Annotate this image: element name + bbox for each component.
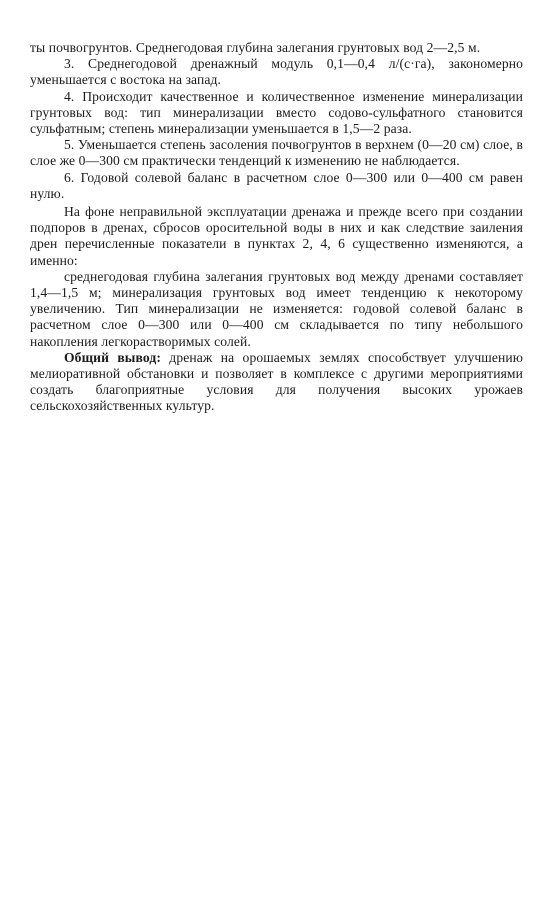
paragraph-conclusion xyxy=(30,350,523,415)
paragraph-item-5: 5. Уменьшается степень засоления почвогрунтов в верхнем (0—20 см) слое, в слое же 0—300 см практически тенденций к изменению не наблюдается. xyxy=(30,137,523,169)
paragraph-item-3: 3. Среднегодовой дренажный модуль 0,1—0,4 л/(с·га), закономерно уменьшается с востока на запад. xyxy=(30,56,523,88)
paragraph-item-6: 6. Годовой солевой баланс в расчетном слое 0—300 или 0—400 см равен нулю. xyxy=(30,169,523,201)
paragraph-changes: среднегодовая глубина залегания грунтовых вод между дренами составляет 1,4—1,5 м; минерализация грунтовых вод имеет тенденцию к некоторому увеличению. Тип минерализации не изменяется: годовой солевой баланс в расчетном слое 0—300 или 0—400 см складывается по типу небольшого накопления легкорастворимых солей. xyxy=(30,268,523,349)
paragraph-item-4: 4. Происходит качественное и количественное изменение минерализации грунтовых вод: тип минерализации вместо содово-сульфатного становится сульфатным; степень минерализации уменьшается в 1,5—2 раза. xyxy=(30,88,523,137)
paragraph-continuation: ты почвогрунтов. Среднегодовая глубина залегания грунтовых вод 2—2,5 м. xyxy=(30,40,481,55)
body-text xyxy=(30,40,523,415)
paragraph-improper-operation: На фоне неправильной эксплуатации дренажа и прежде всего при создании подпоров в дренах, сбросов оросительной воды в них и как следствие заиления дрен перечисленные показатели в пунктах 2, 4, 6 существенно изменяются, а именно: xyxy=(30,204,523,268)
conclusion-lead: Общий вывод: xyxy=(64,349,161,365)
conclusion-text: дренаж на орошаемых землях способствует улучшению мелиоративной обстановки и позволяет в комплексе с другими мероприятиями создать благоприятные условия для получения высоких урожаев сельскохозяйственных культур. xyxy=(30,349,523,414)
